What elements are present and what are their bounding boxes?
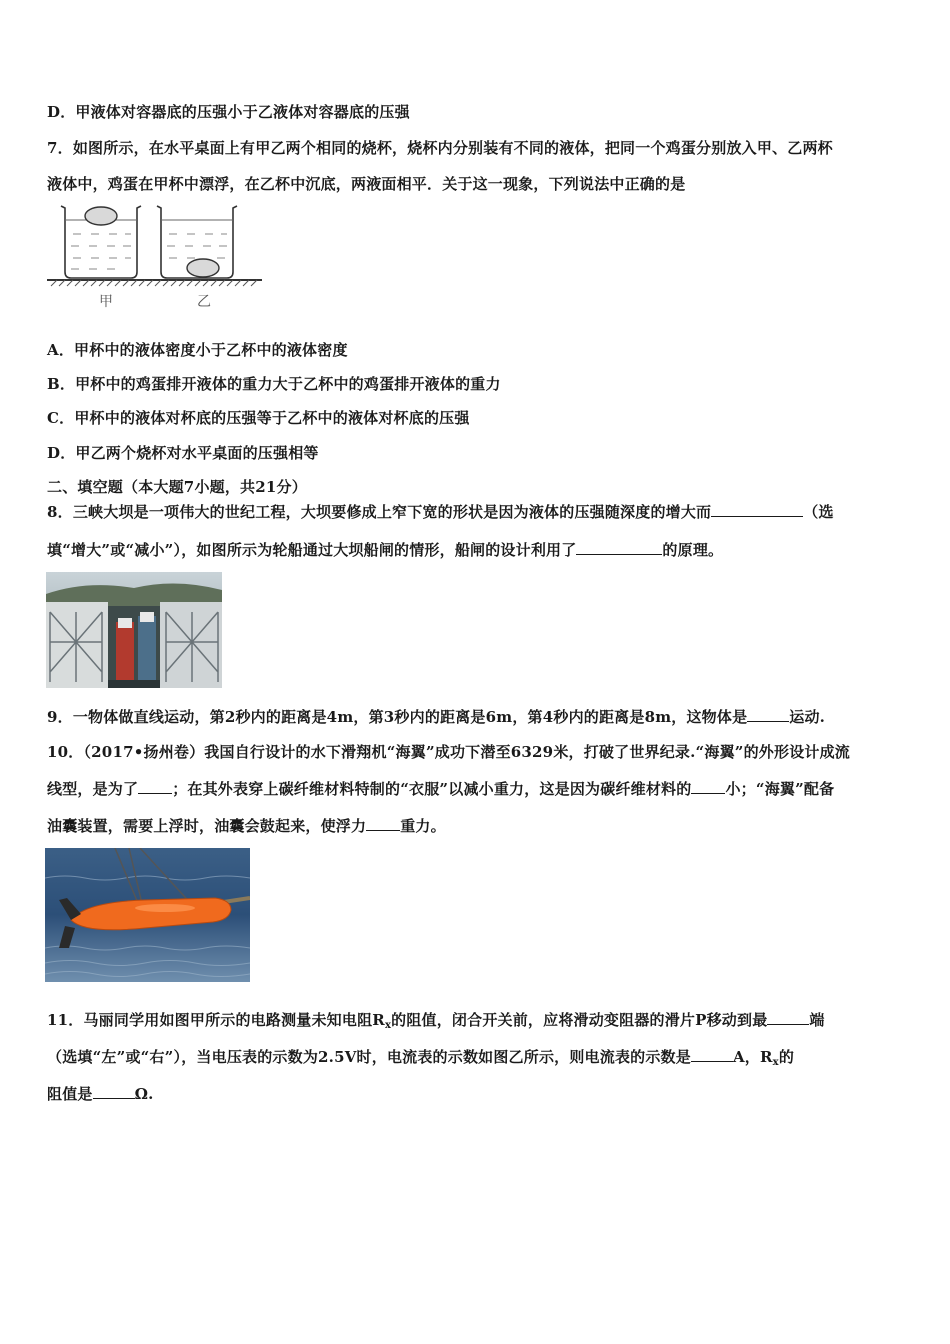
section2-heading: 二、填空题（本大题7小题，共21分）	[47, 478, 307, 496]
q11-line2-text-a: （选填“左”或“右”），当电压表的示数为2.5V时，电流表的示数如图乙所示，则电流表的示数是	[47, 1048, 691, 1066]
q10-blank1[interactable]	[138, 779, 172, 794]
q10-line2-text-a: 线型，是为了	[47, 780, 139, 798]
q10-line1: 10．（2017•扬州卷）我国自行设计的水下滑翔机“海翼”成功下潜至6329米，打破了世界纪录.“海翼”的外形设计成流	[47, 743, 850, 761]
shiplock-image	[46, 572, 222, 688]
q7-stem-line1: 7．如图所示，在水平桌面上有甲乙两个相同的烧杯，烧杯内分别装有不同的液体，把同一个鸡蛋分别放入甲、乙两杯	[47, 139, 833, 157]
q10-blank3[interactable]	[366, 816, 400, 831]
q8-line2	[47, 540, 723, 560]
q7-stem-line2: 液体中，鸡蛋在甲杯中漂浮，在乙杯中沉底，两液面相平．关于这一现象，下列说法中正确的是	[47, 175, 686, 193]
q7-option-a: A．甲杯中的液体密度小于乙杯中的液体密度	[47, 341, 348, 359]
q11-line1-text-b: 的阻值，闭合开关前，应将滑动变阻器的滑片P移动到最	[391, 1011, 768, 1029]
q10-line3-text-b: 重力。	[400, 817, 446, 835]
underwater-glider-image	[45, 848, 250, 982]
q7-option-d: D．甲乙两个烧杯对水平桌面的压强相等	[47, 444, 319, 462]
q11-line3-text-a: 阻值是	[47, 1085, 93, 1103]
ship-1	[116, 622, 134, 680]
q8-line1-text-a: 8．三峡大坝是一项伟大的世纪工程，大坝要修成上窄下宽的形状是因为液体的压强随深度的增大而	[47, 503, 712, 521]
q11-line2-text-c: 的	[778, 1048, 795, 1066]
q11-line2-text-b: A，R	[732, 1048, 773, 1066]
q11-line3	[47, 1084, 154, 1104]
q7-option-b: B．甲杯中的鸡蛋排开液体的重力大于乙杯中的鸡蛋排开液体的重力	[47, 375, 501, 393]
q10-line2-text-c: 小；“海翼”配备	[725, 780, 835, 798]
liquid-dashes-jia	[71, 234, 131, 269]
q11-rx-subscript-1: x	[384, 1020, 392, 1031]
egg-floating	[85, 207, 117, 225]
q11-line1-text-c: 端	[809, 1011, 825, 1029]
q10-blank2[interactable]	[691, 779, 725, 794]
label-jia: 甲	[99, 294, 113, 310]
q11-blank3[interactable]	[93, 1084, 135, 1099]
q11-blank1[interactable]	[767, 1010, 809, 1025]
q8-line2-text-a: 填“增大”或“减小”），如图所示为轮船通过大坝船闸的情形，船闸的设计利用了	[47, 541, 577, 559]
q9-blank[interactable]	[747, 707, 789, 722]
beaker-jia	[61, 206, 141, 278]
q8-line2-text-b: 的原理。	[662, 541, 724, 559]
label-yi: 乙	[197, 294, 211, 310]
ship-2	[138, 616, 156, 680]
beakers-diagram	[47, 200, 267, 312]
q8-blank2[interactable]	[576, 540, 662, 555]
egg-sunk	[187, 259, 219, 277]
q8-line1-text-b: （选	[803, 503, 834, 521]
q10-glider-photo	[45, 848, 250, 986]
q9-line	[47, 707, 825, 727]
q11-blank2[interactable]	[691, 1047, 733, 1062]
beaker-yi	[157, 206, 237, 278]
q7-option-c: C．甲杯中的液体对杯底的压强等于乙杯中的液体对杯底的压强	[47, 409, 470, 427]
q8-line1	[47, 502, 834, 522]
q10-line3-text-a: 油囊装置，需要上浮时，油囊会鼓起来，使浮力	[47, 817, 367, 835]
liquid-dashes-yi	[167, 234, 227, 258]
q8-shiplock-photo	[46, 572, 222, 692]
q7-beakers-figure	[47, 200, 267, 316]
q9-text-a: 9．一物体做直线运动，第2秒内的距离是4m，第3秒内的距离是6m，第4秒内的距离是8m，这物体是	[47, 708, 748, 726]
q11-line2	[47, 1047, 794, 1073]
q11-rx-subscript-2: x	[772, 1057, 779, 1068]
q9-text-b: 运动.	[789, 708, 826, 726]
q10-line2	[47, 779, 834, 799]
q11-line1-text-a: 11．马丽同学用如图甲所示的电路测量未知电阻R	[47, 1011, 385, 1029]
q11-line3-text-b: Ω.	[134, 1085, 154, 1103]
q10-line2-text-b: ；在其外表穿上碳纤维材料特制的“衣服”以减小重力，这是因为碳纤维材料的	[172, 780, 692, 798]
q11-line1	[47, 1010, 825, 1036]
q10-line3	[47, 816, 446, 836]
q8-blank1[interactable]	[711, 502, 803, 517]
q6-option-d: D．甲液体对容器底的压强小于乙液体对容器底的压强	[47, 103, 410, 121]
